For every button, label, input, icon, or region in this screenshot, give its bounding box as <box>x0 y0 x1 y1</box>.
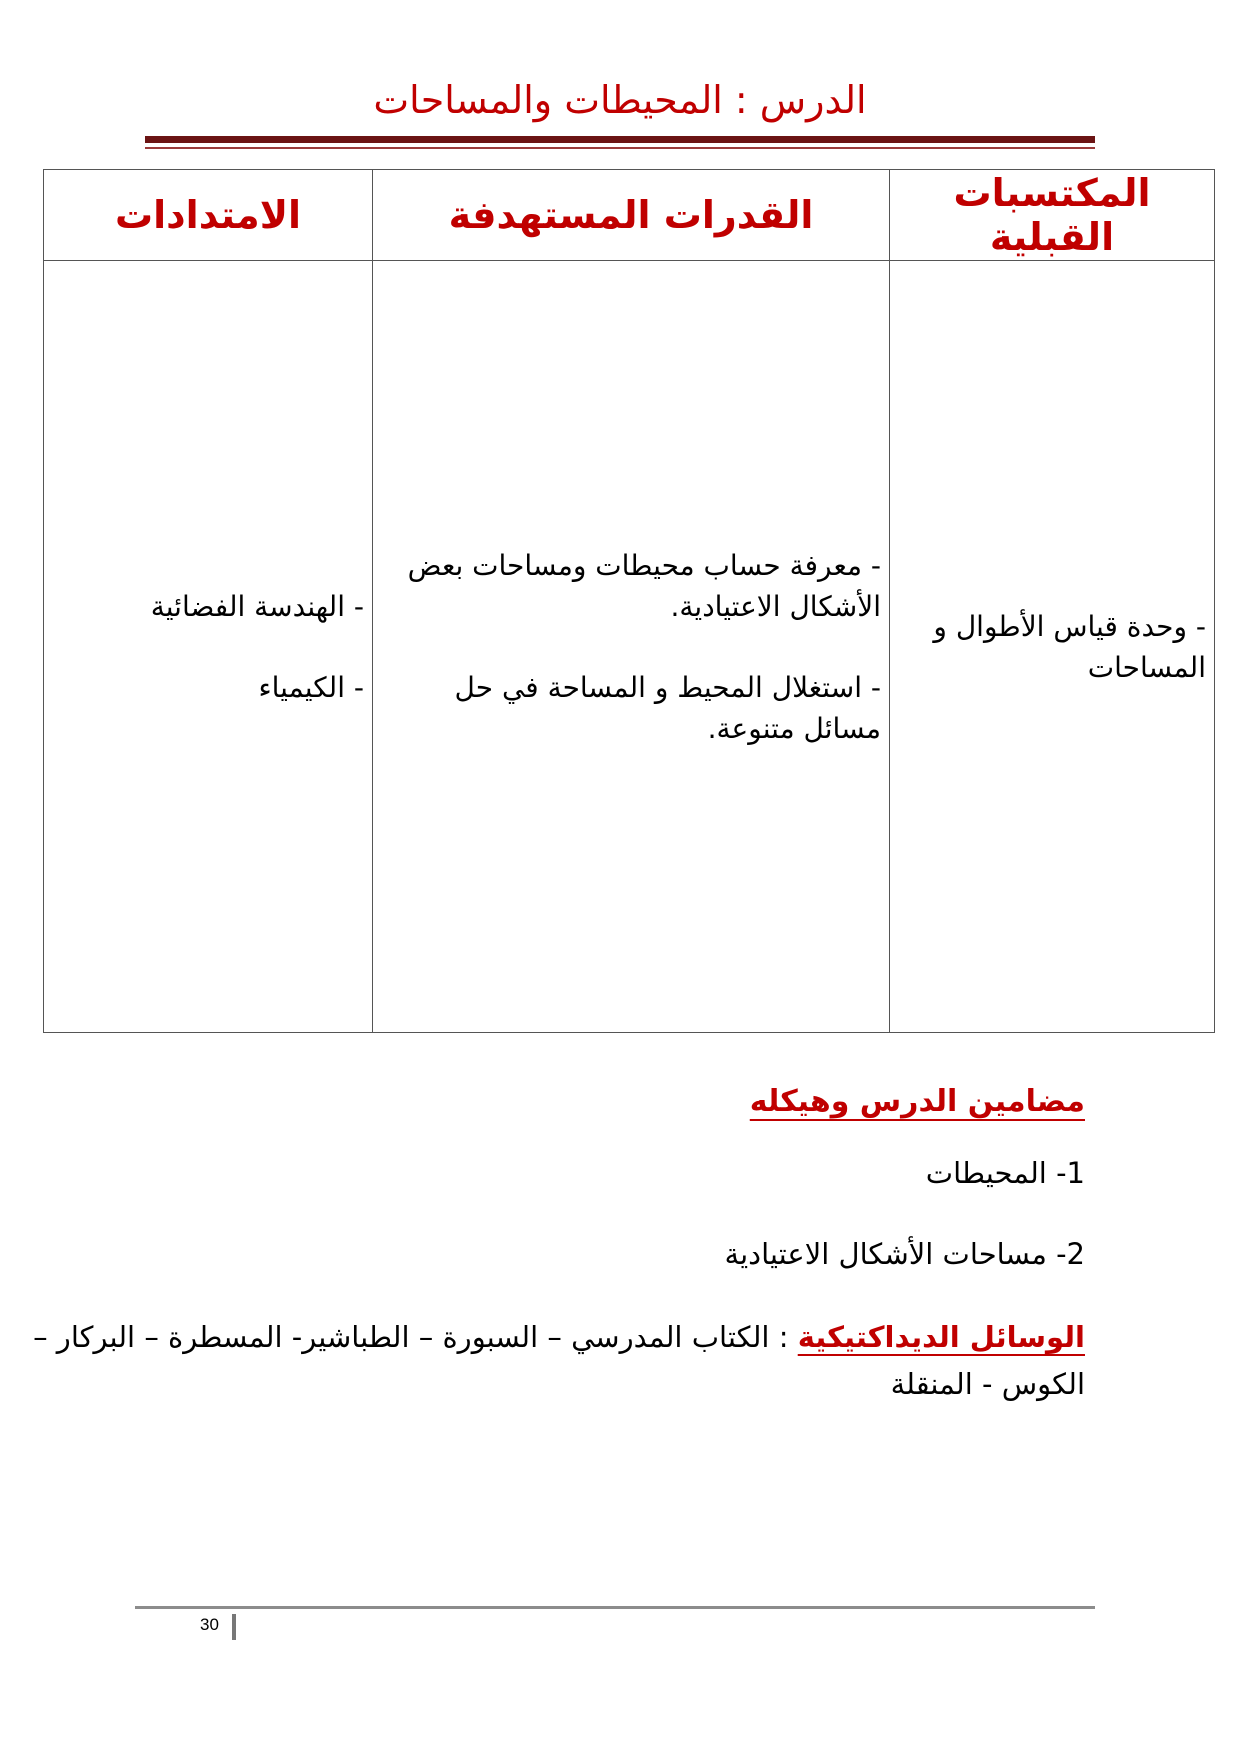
content-item: 1- المحيطات <box>925 1156 1085 1190</box>
lesson-overview-table <box>43 169 1215 1033</box>
targeted-item: - استغلال المحيط و المساحة في حل مسائل متنوعة. <box>454 670 881 745</box>
table-body-row <box>44 261 1215 1033</box>
header-targeted-skills: القدرات المستهدفة <box>373 170 890 261</box>
cell-targeted-skills <box>373 261 890 1033</box>
extension-item: - الهندسة الفضائية <box>150 589 364 623</box>
extension-item: - الكيمياء <box>258 670 364 704</box>
cell-prior-knowledge <box>890 261 1215 1033</box>
header-prior-knowledge: المكتسبات القبلية <box>890 170 1215 261</box>
title-divider <box>145 136 1095 143</box>
teaching-tools-label: الوسائل الديداكتيكية <box>797 1320 1085 1354</box>
prior-item: - وحدة قياس الأطوال و المساحات <box>933 609 1206 684</box>
lesson-title: الدرس : المحيطات والمساحات <box>373 78 867 122</box>
title-divider-thin <box>145 147 1095 149</box>
header-extensions: الامتدادات <box>44 170 373 261</box>
table-header-row <box>44 170 1215 261</box>
content-item: 2- مساحات الأشكال الاعتيادية <box>724 1237 1085 1271</box>
teaching-tools-separator: : <box>778 1320 798 1354</box>
footer-marker <box>232 1614 236 1640</box>
page-number: 30 <box>200 1615 219 1634</box>
targeted-item: - معرفة حساب محيطات ومساحات بعض الأشكال الاعتيادية. <box>407 548 881 623</box>
cell-extensions <box>44 261 373 1033</box>
content-heading: مضامين الدرس وهيكله <box>749 1084 1085 1119</box>
teaching-tools-list: الكتاب المدرسي – السبورة – الطباشير- المسطرة – البركار – الكوس - المنقلة <box>33 1320 1085 1401</box>
footer-divider <box>135 1606 1095 1609</box>
teaching-tools <box>0 1314 1085 1408</box>
